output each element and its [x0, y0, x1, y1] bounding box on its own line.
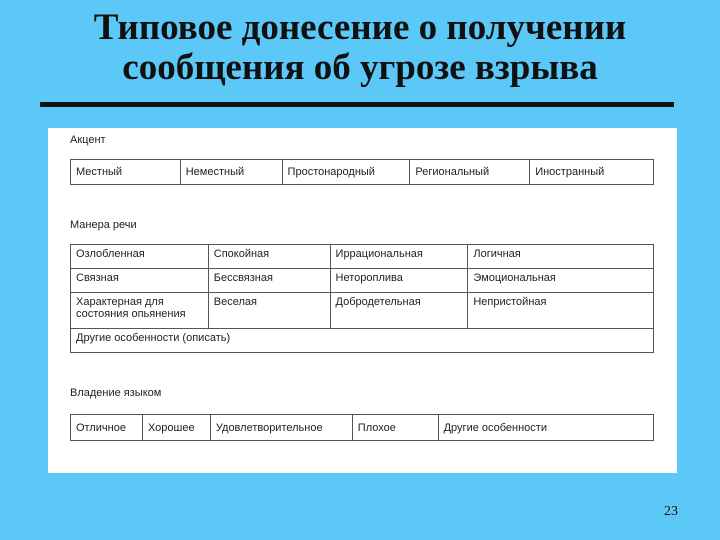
manner-other-cell: Другие особенности (описать) [71, 329, 654, 353]
table-row [71, 160, 654, 185]
slide-title [0, 8, 720, 88]
title-underline [40, 102, 674, 107]
language-cell: Удовлетворительное [210, 415, 352, 441]
accent-cell: Простонародный [282, 160, 410, 185]
table-row [71, 293, 654, 329]
manner-cell: Логичная [468, 245, 654, 269]
accent-cell: Неместный [180, 160, 282, 185]
form-panel [48, 128, 677, 473]
manner-cell: Бессвязная [208, 269, 330, 293]
manner-cell: Спокойная [208, 245, 330, 269]
manner-cell: Эмоциональная [468, 269, 654, 293]
language-cell: Плохое [352, 415, 438, 441]
table-row [71, 329, 654, 353]
table-row [71, 269, 654, 293]
language-cell: Хорошее [142, 415, 210, 441]
language-cell: Другие особенности [438, 415, 653, 441]
manner-cell: Связная [71, 269, 209, 293]
manner-cell: Нетороплива [330, 269, 468, 293]
manner-cell: Веселая [208, 293, 330, 329]
accent-cell: Местный [71, 160, 181, 185]
table-row [71, 415, 654, 441]
slide-title-line-2: сообщения об угрозе взрыва [122, 47, 598, 88]
table-row [71, 245, 654, 269]
slide-title-line-1: Типовое донесение о получении [93, 7, 627, 48]
accent-cell: Иностранный [530, 160, 654, 185]
page-number: 23 [664, 504, 678, 519]
accent-table [70, 159, 654, 185]
language-table [70, 414, 654, 441]
manner-cell: Иррациональная [330, 245, 468, 269]
manner-table [70, 244, 654, 353]
manner-cell: Добродетельная [330, 293, 468, 329]
manner-cell: Характерная для состояния опьянения [71, 293, 209, 329]
manner-cell: Озлобленная [71, 245, 209, 269]
manner-cell: Непристойная [468, 293, 654, 329]
accent-label: Акцент [70, 134, 106, 146]
language-cell: Отличное [71, 415, 143, 441]
manner-label: Манера речи [70, 219, 137, 231]
accent-cell: Региональный [410, 160, 530, 185]
language-label: Владение языком [70, 387, 162, 399]
